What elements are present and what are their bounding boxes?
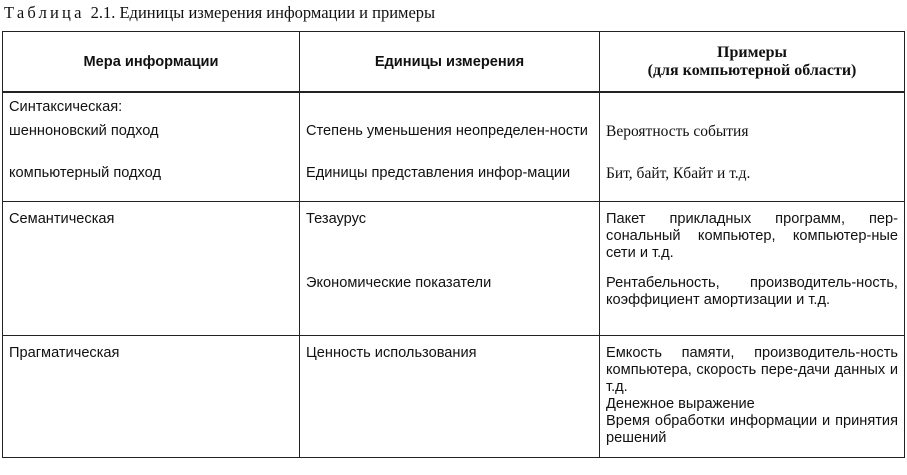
table-row — [3, 336, 905, 458]
shannon-units: Степень уменьшения неопределен-ности — [300, 123, 600, 165]
pragmatic-examples-2: Денежное выражение — [606, 396, 755, 412]
thesaurus-examples: Пакет прикладных программ, пер-сональный компьютер, компьютер-ные сети и т.д. — [600, 202, 905, 276]
table-row — [3, 123, 905, 165]
syntactic-measure: Синтаксическая: — [3, 92, 300, 123]
computer-measure: компьютерный подход — [3, 165, 300, 202]
info-units-table — [2, 31, 905, 458]
table-row — [3, 92, 905, 123]
thesaurus-units: Тезаурус — [300, 202, 600, 276]
table-caption — [4, 3, 435, 23]
table-row — [3, 202, 905, 276]
computer-examples: Бит, байт, Кбайт и т.д. — [600, 165, 905, 202]
economic-units: Экономические показатели — [300, 275, 600, 336]
pragmatic-units: Ценность использования — [300, 336, 600, 458]
computer-units: Единицы представления инфор-мации — [300, 165, 600, 202]
pragmatic-examples-1: Емкость памяти, производитель-ность компьютера, скорость пере-дачи данных и т.д. — [606, 345, 898, 395]
header-examples — [600, 32, 905, 93]
header-examples-line1: Примеры — [717, 43, 787, 61]
shannon-examples: Вероятность события — [600, 123, 905, 165]
pragmatic-measure: Прагматическая — [3, 336, 300, 458]
table-row — [3, 275, 905, 336]
semantic-measure: Семантическая — [3, 202, 300, 276]
pragmatic-examples-3: Время обработки информации и принятия решений — [606, 413, 898, 446]
table-caption-text: 2.1. Единицы измерения информации и примеры — [90, 3, 436, 22]
pragmatic-examples — [600, 336, 905, 458]
table-header-row — [3, 32, 905, 93]
header-units: Единицы измерения — [300, 32, 600, 93]
economic-examples: Рентабельность, производитель-ность, коэффициент амортизации и т.д. — [600, 275, 905, 336]
table-caption-label: Таблица — [4, 3, 85, 22]
header-examples-line2: (для компьютерной области) — [647, 61, 857, 79]
table-row — [3, 165, 905, 202]
header-measure: Мера информации — [3, 32, 300, 93]
shannon-measure: шенноновский подход — [3, 123, 300, 165]
